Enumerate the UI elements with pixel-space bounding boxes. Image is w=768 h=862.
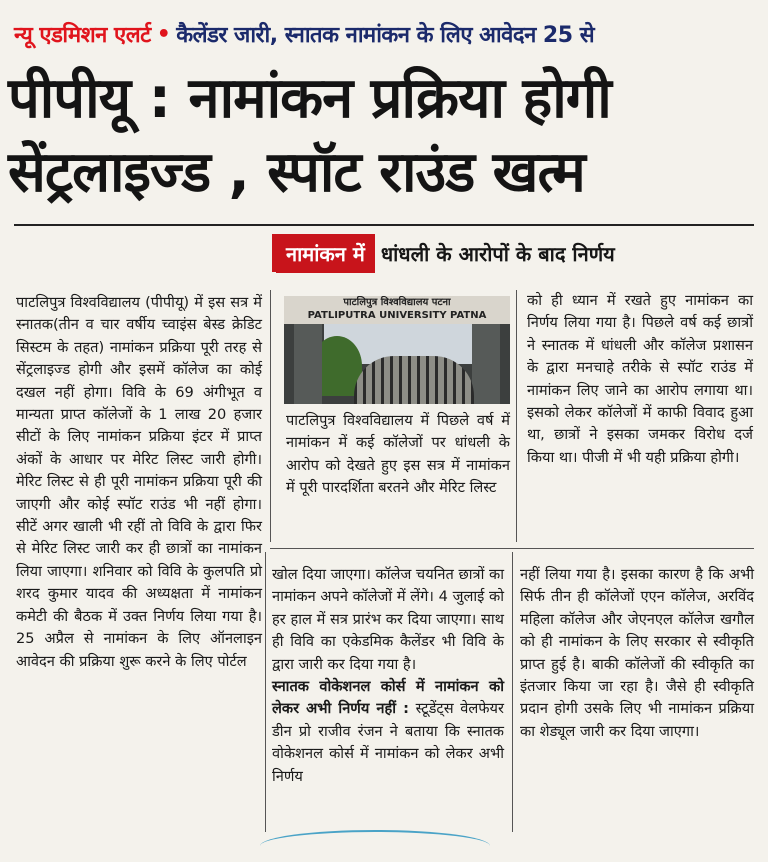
article-column-2-top	[286, 410, 510, 500]
sub-banner	[272, 230, 750, 276]
article-column-1	[16, 292, 262, 673]
article-column-3-top	[527, 290, 753, 469]
kicker-line	[14, 14, 754, 54]
decorative-curve	[260, 830, 490, 862]
headline-line-2: सेंट्रलाइज्ड , स्पॉट राउंड खत्म	[8, 140, 585, 205]
column-divider-2-bottom	[512, 552, 513, 832]
column-divider-1-bottom	[265, 552, 266, 832]
column-3-top-text: को ही ध्यान में रखते हुए नामांकन का निर्णय लिया गया है। पिछले वर्ष कई छात्रों ने स्नातक में धांधली और कॉलेज प्रशासन के द्वारा मनचाहे तरीके से स्पॉट राउंड में नामांकन लिए जाने का आरोप लगाया था। इसको लेकर कॉलेजों में काफी विवाद हुआ था, छात्रों ने इसका जमकर विरोध दर्ज किया था। पीजी में भी यही प्रक्रिया होगी।	[527, 292, 753, 466]
university-gate-photo	[284, 296, 510, 404]
photo-gate	[354, 356, 474, 404]
vocational-subhead: स्नातक वोकेशनल कोर्स में नामांकन को लेकर अभी निर्णय नहीं :	[272, 678, 504, 718]
column-2-top-text: पाटलिपुत्र विश्वविद्यालय में पिछले वर्ष में नामांकन में कई कॉलेजों पर धांधली के आरोप को देखते हुए इस सत्र में नामांकन में पूरी पारदर्शिता बरतने और मेरिट लिस्ट	[286, 412, 510, 497]
column-2-bottom-text: खोल दिया जाएगा। कॉलेज चयनित छात्रों का नामांकन अपने कॉलेजों में लेंगे। 4 जुलाई को हर हाल में सत्र प्रारंभ कर दिया जाएगा। साथ ही विवि का एकेडमिक कैलेंडर भी विवि के द्वारा जारी कर दिया गया है।	[272, 566, 504, 673]
headline-line-1: पीपीयू : नामांकन प्रक्रिया होगी	[8, 66, 611, 131]
article-column-3-bottom	[520, 564, 754, 743]
kicker-label: न्यू एडमिशन एलर्ट	[14, 23, 151, 48]
photo-pillar-left	[294, 324, 322, 404]
banner-text: धांधली के आरोपों के बाद निर्णय	[380, 241, 615, 266]
kicker-bullet: •	[156, 21, 171, 47]
column-3-bottom-text: नहीं लिया गया है। इसका कारण है कि अभी सिर्फ तीन ही कॉलेजों एएन कॉलेज, अरविंद महिला कॉलेज और जेएनएल कॉलेज खगौल को ही नामांकन के लिए सरकार से स्वीकृति प्राप्त हुई है। बाकी कॉलेजों की स्वीकृति का इंतजार किया जा रहा है। जैसे ही स्वीकृति प्रदान होगी उसके लिए भी नामांकन प्रक्रिया का शेड्यूल जारी कर दिया जाएगा।	[520, 566, 754, 740]
banner-tag: नामांकन में	[276, 234, 375, 273]
box-bottom-rule	[270, 548, 754, 549]
column-divider-2-top	[516, 290, 517, 542]
column-1-text: पाटलिपुत्र विश्वविद्यालय (पीपीयू) में इस सत्र में स्नातक(तीन व चार वर्षीय च्वाइंस बेस्ड क्रेडिट सिस्टम के तहत) नामांकन प्रक्रिया पूरी तरह से सेंट्रलाइज्ड होगी और इसमें कॉलेज का कोई दखल नहीं होगा। विवि के 69 अंगीभूत व मान्यता प्राप्त कॉलेजों के 1 लाख 20 हजार सीटों के लिए नामांकन प्रक्रिया इंटर में प्राप्त अंकों के आधार पर मेरिट लिस्ट जारी होगी। मेरिट लिस्ट से ही पूरी नामांकन प्रक्रिया पूरी की जाएगी और कोई स्पॉट राउंड भी नहीं होगा। सीटें अगर खाली भी रहीं तो विवि के द्वारा फिर से मेरिट लिस्ट जारी कर ही छात्रों का नामांकन लिया जाएगा। शनिवार को विवि के कुलपति प्रो शरद कुमार यादव की अध्यक्षता में नामांकन कमेटी की बैठक में उक्त निर्णय लिया गया है। 25 अप्रैल से नामांकन के लिए ऑनलाइन आवेदन की प्रक्रिया शुरू करने के लिए पोर्टल	[16, 294, 262, 670]
top-rule	[14, 224, 754, 226]
article-column-2-bottom	[272, 564, 504, 788]
photo-pillar-right	[472, 324, 500, 404]
kicker-text: कैलेंडर जारी, स्नातक नामांकन के लिए आवेदन 25 से	[176, 23, 595, 48]
headline	[8, 62, 760, 210]
column-divider-1-top	[270, 290, 271, 542]
photo-sign	[284, 296, 510, 324]
column-2-bottom-cont: स्टूडेंट्स वेलफेयर डीन प्रो राजीव रंजन ने बताया कि स्नातक वोकेशनल कोर्स में नामांकन को लेकर अभी निर्णय	[272, 700, 504, 785]
photo-sign-english: PATLIPUTRA UNIVERSITY PATNA	[307, 310, 487, 321]
photo-sign-hindi: पाटलिपुत्र विश्वविद्यालय पटना	[343, 297, 451, 308]
